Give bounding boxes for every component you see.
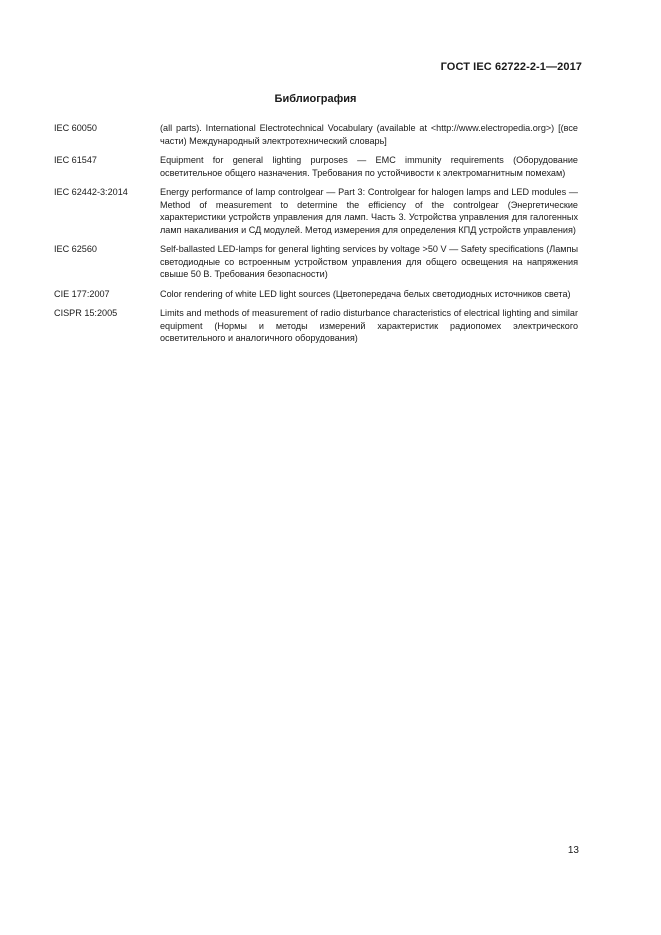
reference-code: IEC 62442-3:2014 [54, 187, 128, 197]
bibliography-entry [54, 122, 578, 147]
reference-code: CIE 177:2007 [54, 288, 110, 299]
reference-code: IEC 60050 [54, 123, 97, 133]
bibliography-entry [54, 288, 578, 301]
reference-text: Color rendering of white LED light sources (Цветопередача белых светодиодных источников света) [160, 288, 571, 299]
bibliography-entry [54, 186, 578, 236]
page-number: 13 [567, 845, 579, 856]
reference-text: Energy performance of lamp controlgear — Part 3: Controlgear for halogen lamps and LED modules — Method of measurement to determine the efficiency of the controlgear (Энергетические характеристики устройств управления для ламп. Часть 3. Устройства управления для галогенных ламп накаливания и СД модулей. Метод измерения для определения КПД устройств управления) [160, 187, 578, 235]
bibliography-entry [54, 154, 578, 179]
section-title: Библиография [274, 93, 357, 105]
document-code: ГОСТ IEC 62722-2-1—2017 [440, 61, 582, 73]
reference-text: Limits and methods of measurement of radio disturbance characteristics of electrical lighting and similar equipment (Нормы и методы измерений характеристик радиопомех электрического осветительного и аналогичного оборудования) [160, 308, 578, 343]
reference-code: CISPR 15:2005 [54, 308, 118, 318]
bibliography-entry [54, 243, 578, 281]
bibliography-entry [54, 307, 578, 345]
reference-code: IEC 62560 [54, 244, 97, 254]
reference-code: IEC 61547 [54, 155, 97, 165]
reference-text: Equipment for general lighting purposes — EMC immunity requirements (Оборудование осветительное общего назначения. Требования по устойчивости к электромагнитным помехам) [160, 155, 578, 178]
bibliography-list [54, 122, 578, 352]
reference-text: Self-ballasted LED-lamps for general lighting services by voltage >50 V — Safety specifications (Лампы светодиодные со встроенным устройством управления для общего освещения на напряжения свыше 50 В. Требования безопасности) [160, 244, 578, 279]
reference-text: (all parts). International Electrotechnical Vocabulary (available at <http://www.electropedia.org>) [(все части) Международный электротехнический словарь] [160, 123, 578, 146]
